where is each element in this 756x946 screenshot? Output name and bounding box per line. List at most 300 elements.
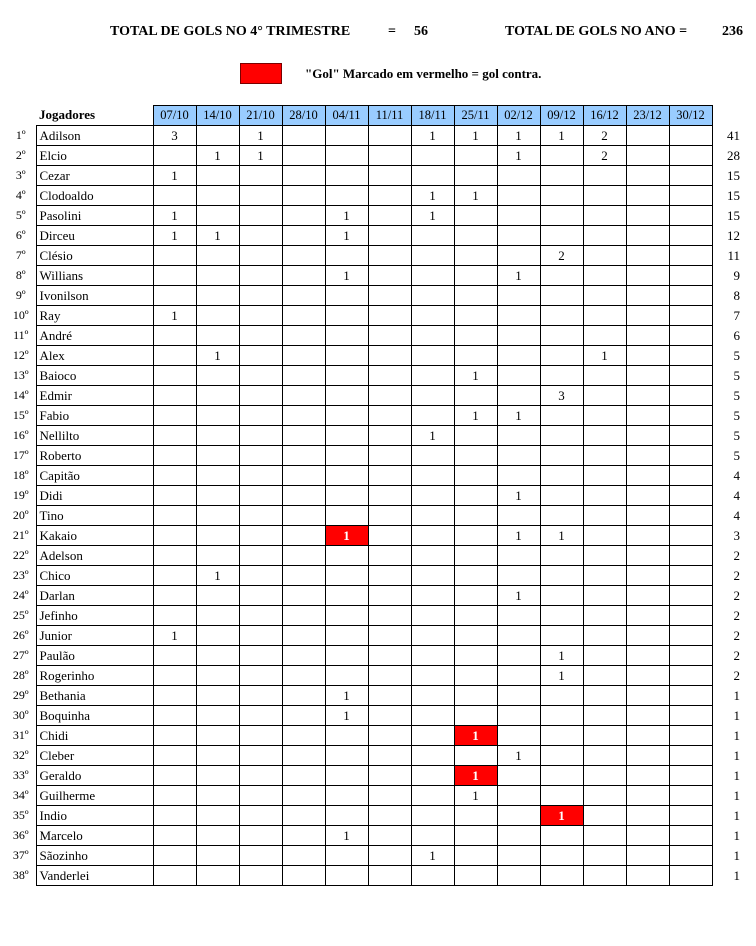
- player-name: Pasolini: [36, 206, 153, 226]
- player-name: Vanderlei: [36, 866, 153, 886]
- goal-cell: 1: [411, 426, 454, 446]
- goal-cell: [239, 346, 282, 366]
- goal-cell: [583, 406, 626, 426]
- goal-cell: 1: [325, 706, 368, 726]
- goal-cell: [196, 846, 239, 866]
- goal-cell: [583, 326, 626, 346]
- goal-cell: [540, 146, 583, 166]
- date-header: 11/11: [368, 106, 411, 126]
- goal-cell: [325, 546, 368, 566]
- table-row: [6, 726, 740, 746]
- goal-cell: [282, 726, 325, 746]
- player-name: Clésio: [36, 246, 153, 266]
- goal-cell: [282, 666, 325, 686]
- player-total: 1: [733, 747, 740, 763]
- goal-cell: [325, 466, 368, 486]
- goal-cell: [626, 646, 669, 666]
- goal-cell: [540, 306, 583, 326]
- goal-cell: [540, 266, 583, 286]
- goal-cell: [368, 706, 411, 726]
- goal-cell: [325, 306, 368, 326]
- goal-cell: [239, 226, 282, 246]
- goal-cell: [239, 686, 282, 706]
- goal-cell: [282, 366, 325, 386]
- goal-cell: 1: [325, 226, 368, 246]
- player-rank: 1º: [15, 128, 26, 142]
- goal-cell: [669, 666, 712, 686]
- goal-cell: [540, 426, 583, 446]
- player-rank: 29º: [12, 688, 29, 702]
- goal-cell: 1: [411, 126, 454, 146]
- goal-cell: [282, 286, 325, 306]
- player-rank: 24º: [12, 588, 29, 602]
- goal-cell: [196, 826, 239, 846]
- goal-cell: [368, 866, 411, 886]
- goal-cell: [196, 206, 239, 226]
- player-name: Edmir: [36, 386, 153, 406]
- goal-cell: [583, 206, 626, 226]
- players-header: Jogadores: [39, 107, 96, 123]
- goal-cell: 1: [153, 306, 196, 326]
- player-total: 1: [733, 787, 740, 803]
- goal-cell: [540, 186, 583, 206]
- goal-cell: [325, 286, 368, 306]
- goal-cell: [540, 226, 583, 246]
- goal-cell: [196, 366, 239, 386]
- player-rank: 11º: [13, 328, 29, 342]
- goal-cell: [325, 786, 368, 806]
- goal-cell: [368, 286, 411, 306]
- goal-cell: [153, 286, 196, 306]
- goal-cell: [626, 146, 669, 166]
- goal-cell: [540, 626, 583, 646]
- goal-cell: [282, 146, 325, 166]
- goal-cell: [368, 346, 411, 366]
- goal-cell: [282, 586, 325, 606]
- player-name: Boquinha: [36, 706, 153, 726]
- goal-cell: [454, 146, 497, 166]
- goal-cell: [583, 246, 626, 266]
- player-total: 2: [733, 567, 740, 583]
- own-goal-cell: 1: [325, 526, 368, 546]
- player-rank: 21º: [12, 528, 29, 542]
- goal-cell: [282, 826, 325, 846]
- goal-cell: [626, 226, 669, 246]
- goal-cell: 1: [540, 666, 583, 686]
- player-name: Chidi: [36, 726, 153, 746]
- player-rank: 26º: [12, 628, 29, 642]
- goal-cell: [282, 466, 325, 486]
- goal-cell: [669, 246, 712, 266]
- goal-cell: [368, 266, 411, 286]
- goal-cell: [282, 346, 325, 366]
- goal-cell: [583, 286, 626, 306]
- goal-cell: [540, 366, 583, 386]
- goal-cell: [368, 726, 411, 746]
- goal-cell: [454, 326, 497, 346]
- goal-cell: 1: [454, 366, 497, 386]
- player-rank: 27º: [12, 648, 29, 662]
- goal-cell: [540, 286, 583, 306]
- goal-cell: [626, 486, 669, 506]
- year-total-value: 236: [722, 24, 743, 39]
- player-rank: 36º: [12, 828, 29, 842]
- goal-cell: [626, 866, 669, 886]
- table-row: [6, 306, 740, 326]
- player-total: 2: [733, 627, 740, 643]
- table-row: [6, 586, 740, 606]
- goal-cell: [325, 506, 368, 526]
- goal-cell: [454, 246, 497, 266]
- goal-cell: [239, 446, 282, 466]
- goal-cell: [196, 246, 239, 266]
- goal-cell: [368, 486, 411, 506]
- goal-cell: 1: [454, 406, 497, 426]
- goal-cell: [669, 446, 712, 466]
- goal-cell: [583, 186, 626, 206]
- goal-cell: [626, 786, 669, 806]
- goal-cell: [497, 506, 540, 526]
- date-header: 18/11: [411, 106, 454, 126]
- goal-cell: [497, 346, 540, 366]
- goal-cell: [497, 286, 540, 306]
- goal-cell: [411, 546, 454, 566]
- goal-cell: [325, 566, 368, 586]
- goal-cell: [497, 706, 540, 726]
- scorers-table: [6, 105, 740, 886]
- goal-cell: [669, 786, 712, 806]
- player-rank: 19º: [12, 488, 29, 502]
- date-header: 30/12: [669, 106, 712, 126]
- goal-cell: [497, 646, 540, 666]
- goal-cell: [454, 166, 497, 186]
- goal-cell: 1: [583, 346, 626, 366]
- goal-cell: [669, 646, 712, 666]
- goal-cell: [669, 486, 712, 506]
- goal-cell: [368, 166, 411, 186]
- goal-cell: [368, 206, 411, 226]
- goal-cell: [153, 846, 196, 866]
- goal-cell: [325, 186, 368, 206]
- goal-cell: [454, 466, 497, 486]
- goal-cell: [497, 426, 540, 446]
- goal-cell: [282, 486, 325, 506]
- goal-cell: [540, 326, 583, 346]
- goal-cell: [282, 546, 325, 566]
- date-header: 02/12: [497, 106, 540, 126]
- goal-cell: [325, 666, 368, 686]
- goal-cell: 1: [153, 206, 196, 226]
- goal-cell: [153, 826, 196, 846]
- goal-cell: [368, 666, 411, 686]
- goal-cell: [282, 326, 325, 346]
- goal-cell: [411, 866, 454, 886]
- player-rank: 3º: [15, 168, 26, 182]
- goal-cell: [454, 586, 497, 606]
- goal-cell: [411, 586, 454, 606]
- goal-cell: [282, 706, 325, 726]
- table-row: [6, 326, 740, 346]
- goal-cell: [239, 766, 282, 786]
- goal-cell: [626, 446, 669, 466]
- goal-cell: [497, 846, 540, 866]
- goal-cell: [368, 786, 411, 806]
- goal-cell: [411, 826, 454, 846]
- goal-cell: [196, 866, 239, 886]
- goal-cell: [583, 706, 626, 726]
- table-row: [6, 206, 740, 226]
- goal-cell: [196, 786, 239, 806]
- goal-cell: [282, 446, 325, 466]
- table-row: [6, 366, 740, 386]
- player-rank: 34º: [12, 788, 29, 802]
- player-total: 5: [733, 367, 740, 383]
- goal-cell: [411, 286, 454, 306]
- player-total: 1: [733, 867, 740, 883]
- table-row: [6, 346, 740, 366]
- goal-cell: 3: [540, 386, 583, 406]
- goal-cell: [454, 226, 497, 246]
- player-name: Tino: [36, 506, 153, 526]
- player-rank: 22º: [12, 548, 29, 562]
- goal-cell: [583, 846, 626, 866]
- goal-cell: [454, 606, 497, 626]
- goal-cell: [153, 866, 196, 886]
- player-name: Willians: [36, 266, 153, 286]
- goal-cell: [497, 566, 540, 586]
- goal-cell: [497, 246, 540, 266]
- goal-cell: [669, 226, 712, 246]
- goal-cell: [540, 746, 583, 766]
- player-rank: 18º: [12, 468, 29, 482]
- goal-cell: [196, 266, 239, 286]
- goal-cell: [583, 386, 626, 406]
- goal-cell: [239, 866, 282, 886]
- goal-cell: [497, 306, 540, 326]
- goal-cell: [497, 446, 540, 466]
- player-rank: 15º: [12, 408, 29, 422]
- goal-cell: [368, 386, 411, 406]
- goal-cell: [540, 566, 583, 586]
- goal-cell: [153, 246, 196, 266]
- goal-cell: [196, 546, 239, 566]
- own-goal-legend-swatch: [240, 63, 282, 84]
- player-name: Guilherme: [36, 786, 153, 806]
- goal-cell: [497, 206, 540, 226]
- date-header: 23/12: [626, 106, 669, 126]
- goal-cell: [325, 326, 368, 346]
- table-row: [6, 526, 740, 546]
- goal-cell: [282, 866, 325, 886]
- goal-cell: 1: [497, 406, 540, 426]
- goal-cell: [626, 306, 669, 326]
- goal-cell: [325, 846, 368, 866]
- goal-cell: [239, 186, 282, 206]
- goal-cell: [153, 686, 196, 706]
- goal-cell: [411, 366, 454, 386]
- table-row: [6, 466, 740, 486]
- goal-cell: [669, 606, 712, 626]
- player-total: 1: [733, 847, 740, 863]
- goal-cell: [282, 186, 325, 206]
- goal-cell: [454, 486, 497, 506]
- goal-cell: [368, 226, 411, 246]
- goal-cell: [325, 626, 368, 646]
- goal-cell: [583, 606, 626, 626]
- goal-cell: [669, 546, 712, 566]
- goal-cell: [540, 506, 583, 526]
- goal-cell: [454, 306, 497, 326]
- table-row: [6, 626, 740, 646]
- table-row: [6, 766, 740, 786]
- goal-cell: [540, 786, 583, 806]
- goal-cell: [282, 386, 325, 406]
- goal-cell: [669, 806, 712, 826]
- goal-cell: [153, 386, 196, 406]
- goal-cell: [669, 266, 712, 286]
- goal-cell: 1: [239, 126, 282, 146]
- goal-cell: [669, 206, 712, 226]
- goal-cell: [669, 426, 712, 446]
- goal-cell: [282, 626, 325, 646]
- date-header: 21/10: [239, 106, 282, 126]
- goal-cell: [196, 406, 239, 426]
- goal-cell: 1: [497, 526, 540, 546]
- player-total: 6: [733, 327, 740, 343]
- player-name: Cleber: [36, 746, 153, 766]
- player-rank: 14º: [12, 388, 29, 402]
- table-row: [6, 146, 740, 166]
- player-name: Chico: [36, 566, 153, 586]
- goal-cell: [540, 726, 583, 746]
- goal-cell: [540, 166, 583, 186]
- goal-cell: [153, 606, 196, 626]
- goal-cell: [196, 686, 239, 706]
- goal-cell: [239, 266, 282, 286]
- player-rank: 25º: [12, 608, 29, 622]
- goal-cell: 1: [239, 146, 282, 166]
- table-row: [6, 406, 740, 426]
- goal-cell: [282, 686, 325, 706]
- player-total: 1: [733, 807, 740, 823]
- goal-cell: [282, 246, 325, 266]
- goal-cell: [239, 606, 282, 626]
- player-total: 5: [733, 387, 740, 403]
- goal-cell: [411, 346, 454, 366]
- player-rank: 8º: [15, 268, 26, 282]
- goal-cell: [153, 466, 196, 486]
- goal-cell: [626, 606, 669, 626]
- goal-cell: [411, 266, 454, 286]
- goal-cell: [540, 406, 583, 426]
- goal-cell: [368, 846, 411, 866]
- goal-cell: [411, 246, 454, 266]
- goal-cell: 1: [497, 146, 540, 166]
- player-name: Adilson: [36, 126, 153, 146]
- date-header: 28/10: [282, 106, 325, 126]
- goal-cell: [153, 426, 196, 446]
- goal-cell: [626, 266, 669, 286]
- goal-cell: [497, 806, 540, 826]
- player-name: Adelson: [36, 546, 153, 566]
- goal-cell: [626, 626, 669, 646]
- player-total: 4: [733, 467, 740, 483]
- goal-cell: 1: [325, 686, 368, 706]
- goal-cell: [368, 326, 411, 346]
- goal-cell: [626, 726, 669, 746]
- goal-cell: [411, 506, 454, 526]
- goal-cell: [411, 386, 454, 406]
- goal-cell: [669, 146, 712, 166]
- goal-cell: [411, 686, 454, 706]
- table-row: [6, 566, 740, 586]
- goal-cell: [282, 526, 325, 546]
- player-name: Baioco: [36, 366, 153, 386]
- goal-cell: [583, 486, 626, 506]
- player-total: 3: [733, 527, 740, 543]
- goal-cell: [411, 446, 454, 466]
- goal-cell: [368, 746, 411, 766]
- goal-cell: [411, 486, 454, 506]
- goal-cell: [153, 366, 196, 386]
- goal-cell: [153, 746, 196, 766]
- goal-cell: [497, 326, 540, 346]
- goal-cell: [454, 866, 497, 886]
- goal-cell: [583, 306, 626, 326]
- goal-cell: [669, 526, 712, 546]
- date-header: 09/12: [540, 106, 583, 126]
- goal-cell: [368, 526, 411, 546]
- goal-cell: [540, 866, 583, 886]
- goal-cell: 1: [497, 746, 540, 766]
- goal-cell: [583, 746, 626, 766]
- goal-cell: 1: [540, 526, 583, 546]
- goal-cell: [196, 806, 239, 826]
- goal-cell: 1: [196, 146, 239, 166]
- goal-cell: [239, 426, 282, 446]
- own-goal-cell: 1: [540, 806, 583, 826]
- goal-cell: [153, 786, 196, 806]
- goal-cell: [669, 346, 712, 366]
- goal-cell: [540, 826, 583, 846]
- goal-cell: [540, 586, 583, 606]
- own-goal-legend-text: "Gol" Marcado em vermelho = gol contra.: [305, 66, 542, 81]
- goal-cell: [325, 126, 368, 146]
- goal-cell: [454, 846, 497, 866]
- scorers-table-body: [6, 126, 740, 886]
- goal-cell: [325, 166, 368, 186]
- goal-cell: [583, 866, 626, 886]
- goal-cell: [626, 846, 669, 866]
- goal-cell: [368, 646, 411, 666]
- goal-cell: [454, 266, 497, 286]
- player-rank: 13º: [12, 368, 29, 382]
- goal-cell: [325, 486, 368, 506]
- player-rank: 5º: [15, 208, 26, 222]
- goal-cell: [583, 446, 626, 466]
- goal-cell: [153, 346, 196, 366]
- goal-cell: [325, 746, 368, 766]
- goal-cell: [282, 406, 325, 426]
- goal-cell: [239, 786, 282, 806]
- goal-cell: [153, 266, 196, 286]
- table-row: [6, 686, 740, 706]
- player-total: 15: [727, 187, 740, 203]
- player-rank: 37º: [12, 848, 29, 862]
- player-name: Paulão: [36, 646, 153, 666]
- goal-cell: [239, 646, 282, 666]
- goal-cell: [669, 866, 712, 886]
